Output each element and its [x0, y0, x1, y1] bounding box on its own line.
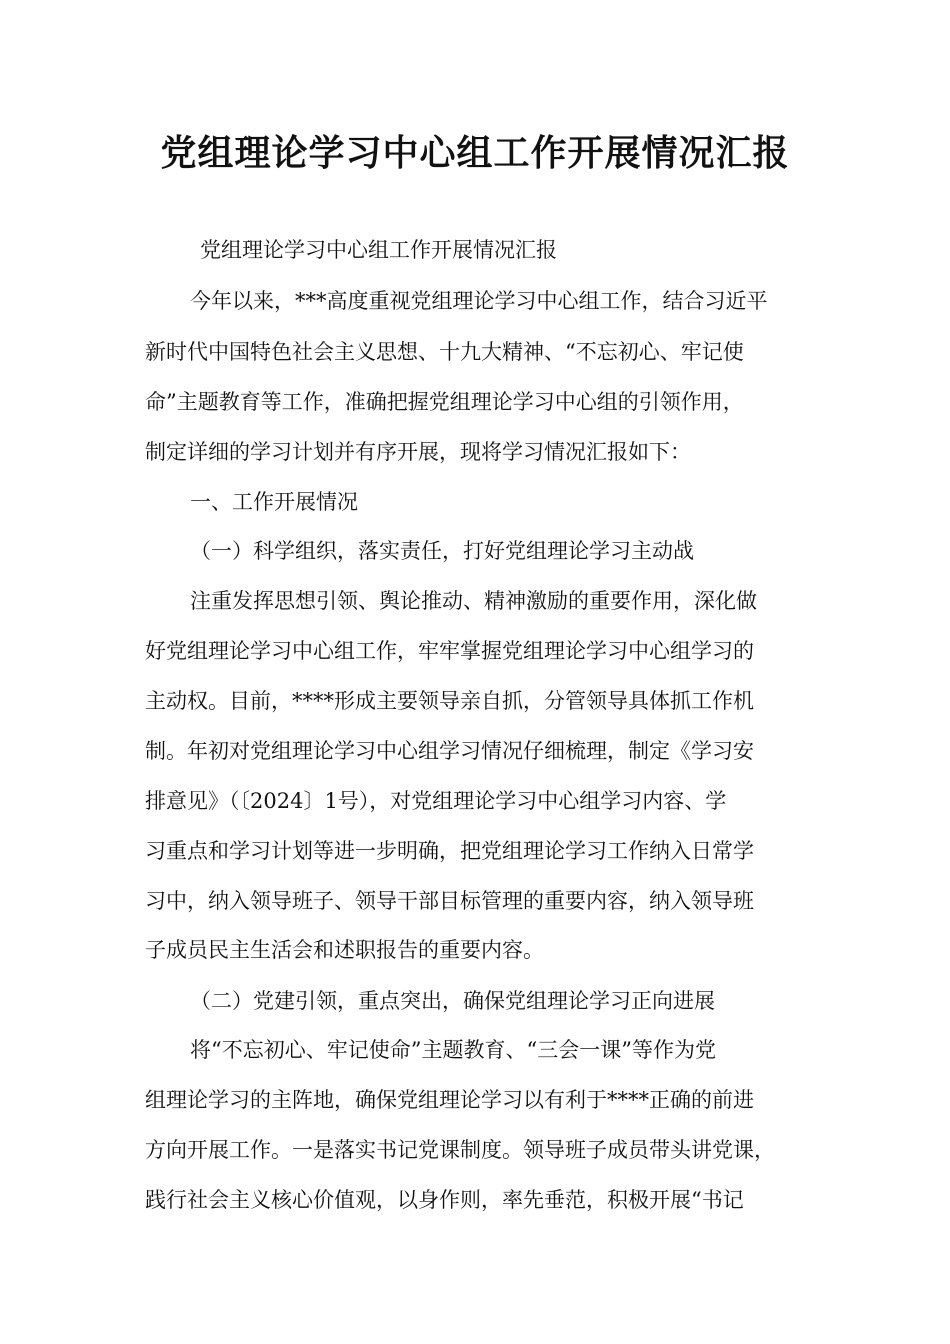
paragraph-line: 制。年初对党组理论学习中心组学习情况仔细梳理，制定《学习安 [145, 739, 754, 763]
paragraph-line: 命”主题教育等工作，准确把握党组理论学习中心组的引领作用， [145, 390, 744, 414]
paragraph-line: 组理论学习的主阵地，确保党组理论学习以有利于****正确的前进 [145, 1088, 754, 1112]
subtitle-line: 党组理论学习中心组工作开展情况汇报 [200, 238, 557, 262]
paragraph-line: 习中，纳入领导班子、领导干部目标管理的重要内容，纳入领导班 [145, 889, 754, 913]
paragraph-line: 新时代中国特色社会主义思想、十九大精神、“不忘初心、牢记使 [145, 340, 744, 364]
paragraph-line: 今年以来，***高度重视党组理论学习中心组工作，结合习近平 [190, 289, 768, 313]
paragraph-line: 主动权。目前，****形成主要领导亲自抓，分管领导具体抓工作机 [145, 689, 754, 713]
subsection-heading: （一）科学组织，落实责任，打好党组理论学习主动战 [190, 539, 694, 563]
paragraph-line: 子成员民主生活会和述职报告的重要内容。 [145, 938, 544, 962]
paragraph-line: 践行社会主义核心价值观，以身作则，率先垂范，积极开展“书记 [145, 1188, 744, 1212]
paragraph-line: 习重点和学习计划等进一步明确，把党组理论学习工作纳入日常学 [145, 839, 754, 863]
paragraph-line: 排意见》（〔2024〕1号），对党组理论学习中心组学习内容、学 [145, 789, 727, 813]
document-title: 党组理论学习中心组工作开展情况汇报 [160, 133, 790, 174]
section-heading: 一、工作开展情况 [190, 490, 358, 514]
subsection-heading: （二）党建引领，重点突出，确保党组理论学习正向进展 [190, 989, 715, 1013]
paragraph-line: 方向开展工作。一是落实书记党课制度。领导班子成员带头讲党课， [145, 1138, 775, 1162]
paragraph-line: 好党组理论学习中心组工作，牢牢掌握党组理论学习中心组学习的 [145, 639, 754, 663]
paragraph-line: 注重发挥思想引领、舆论推动、精神激励的重要作用，深化做 [190, 589, 757, 613]
paragraph-line: 制定详细的学习计划并有序开展，现将学习情况汇报如下： [145, 440, 691, 464]
paragraph-line: 将“不忘初心、牢记使命”主题教育、“三会一课”等作为党 [190, 1038, 716, 1062]
